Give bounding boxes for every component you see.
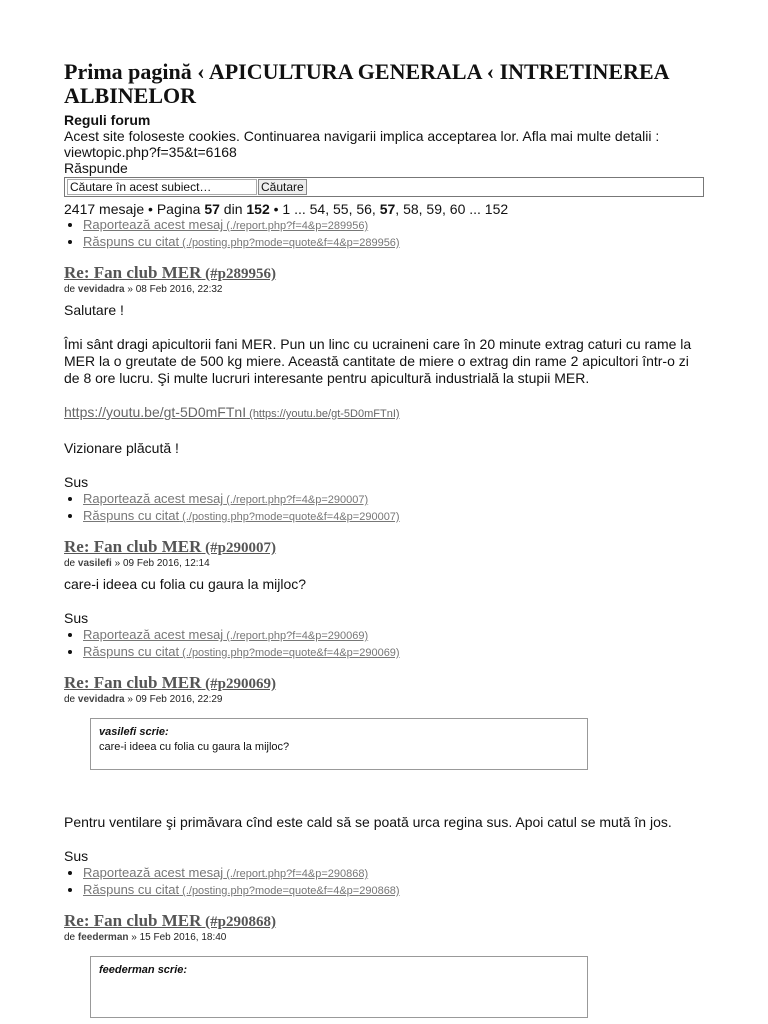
report-post-link[interactable]: Raportează acest mesaj (./report.php?f=4&p=289956)	[83, 217, 369, 232]
page-title: Prima pagină ‹ APICULTURA GENERALA ‹ INTRETINEREA ALBINELOR	[64, 59, 669, 108]
quote-author: feederman scrie:	[99, 964, 188, 976]
quote-reply-link[interactable]: Răspuns cu citat (./posting.php?mode=quote&f=4&p=290069)	[83, 644, 400, 659]
post-paragraph: Salutare !	[64, 302, 124, 318]
list-item	[83, 627, 706, 644]
author-link[interactable]: vasilefi	[77, 558, 112, 569]
post-content	[64, 302, 706, 457]
pagination	[64, 201, 706, 217]
post-byline: de feederman » 15 Feb 2016, 18:40	[64, 932, 227, 943]
list-item	[83, 508, 706, 525]
post-paragraph: Vizionare plăcută !	[64, 440, 179, 456]
quote-block	[90, 956, 588, 1018]
topic-search-bar	[64, 177, 704, 197]
post-title-link[interactable]: Re: Fan club MER (#p290069)	[64, 673, 277, 692]
post-title-link[interactable]: Re: Fan club MER (#p289956)	[64, 263, 277, 282]
report-post-link[interactable]: Raportează acest mesaj (./report.php?f=4&p=290007)	[83, 491, 369, 506]
post-paragraph: Pentru ventilare şi primăvara cînd este cald să se poată urca regina sus. Apoi catul se mută în jos.	[64, 814, 672, 830]
current-page: 57	[204, 201, 220, 217]
current-page-link: 57	[379, 201, 396, 217]
topic-search-input[interactable]: Căutare în acest subiect…	[67, 179, 257, 195]
back-to-top-link[interactable]: Sus	[64, 848, 89, 864]
forum-rules-link[interactable]: Reguli forum	[64, 112, 151, 128]
youtube-link[interactable]: https://youtu.be/gt-5D0mFTnI (https://youtu.be/gt-5D0mFTnI)	[64, 404, 400, 420]
cookie-notice: Acest site foloseste cookies. Continuarea navigarii implica acceptarea lor. Afla mai multe detalii : viewtopic.php?f=35&t=6168	[64, 128, 660, 160]
post-byline: de vevidadra » 08 Feb 2016, 22:32	[64, 284, 223, 295]
list-item	[83, 865, 706, 882]
list-item	[83, 644, 706, 661]
post-paragraph: Îmi sânt dragi apicultorii fani MER. Pun un linc cu ucraineni care în 20 minute extrag caturi cu rame la MER la o greutate de 500 kg miere. Această cantitate de miere o extrag din rame 2 apicultori într-o zi de 8 ore lucru. Şi multe lucruri interesante pentru apicultură industrială la stupii MER.	[64, 336, 692, 386]
post-content	[64, 576, 706, 593]
author-link[interactable]: feederman	[77, 932, 129, 943]
forum-page	[64, 60, 706, 1018]
search-button[interactable]: Căutare	[258, 179, 307, 195]
back-to-top-link[interactable]: Sus	[64, 610, 89, 626]
post-actions	[64, 627, 706, 661]
quote-text: care-i ideea cu folia cu gaura la mijloc?	[99, 741, 290, 753]
total-pages: 152	[246, 201, 270, 217]
quote-reply-link[interactable]: Răspuns cu citat (./posting.php?mode=quote&f=4&p=290868)	[83, 882, 400, 897]
quote-block	[90, 718, 588, 770]
report-post-link[interactable]: Raportează acest mesaj (./report.php?f=4&p=290868)	[83, 865, 369, 880]
page-links[interactable]: • 1 ... 54, 55, 56,	[269, 201, 380, 217]
author-link[interactable]: vevidadra	[77, 284, 125, 295]
quote-author: vasilefi scrie:	[99, 726, 169, 738]
list-item	[83, 882, 706, 899]
list-item	[83, 491, 706, 508]
list-item	[83, 217, 706, 234]
author-link[interactable]: vevidadra	[77, 694, 125, 705]
post-title-link[interactable]: Re: Fan club MER (#p290868)	[64, 911, 277, 930]
post-actions	[64, 217, 706, 251]
post-byline: de vevidadra » 09 Feb 2016, 22:29	[64, 694, 223, 705]
quote-reply-link[interactable]: Răspuns cu citat (./posting.php?mode=quote&f=4&p=290007)	[83, 508, 400, 523]
post-paragraph: care-i ideea cu folia cu gaura la mijloc?	[64, 576, 307, 592]
back-to-top-link[interactable]: Sus	[64, 474, 89, 490]
page-links[interactable]: , 58, 59, 60 ... 152	[395, 201, 509, 217]
quote-reply-link[interactable]: Răspuns cu citat (./posting.php?mode=quote&f=4&p=289956)	[83, 234, 400, 249]
reply-link[interactable]: Răspunde	[64, 160, 128, 176]
post-content	[64, 814, 706, 831]
post-byline: de vasilefi » 09 Feb 2016, 12:14	[64, 558, 210, 569]
post-actions	[64, 865, 706, 899]
post-actions	[64, 491, 706, 525]
pagination-of: din	[219, 201, 247, 217]
pagination-count: 2417 mesaje • Pagina	[64, 201, 205, 217]
post-title-link[interactable]: Re: Fan club MER (#p290007)	[64, 537, 277, 556]
list-item	[83, 234, 706, 251]
report-post-link[interactable]: Raportează acest mesaj (./report.php?f=4&p=290069)	[83, 627, 369, 642]
